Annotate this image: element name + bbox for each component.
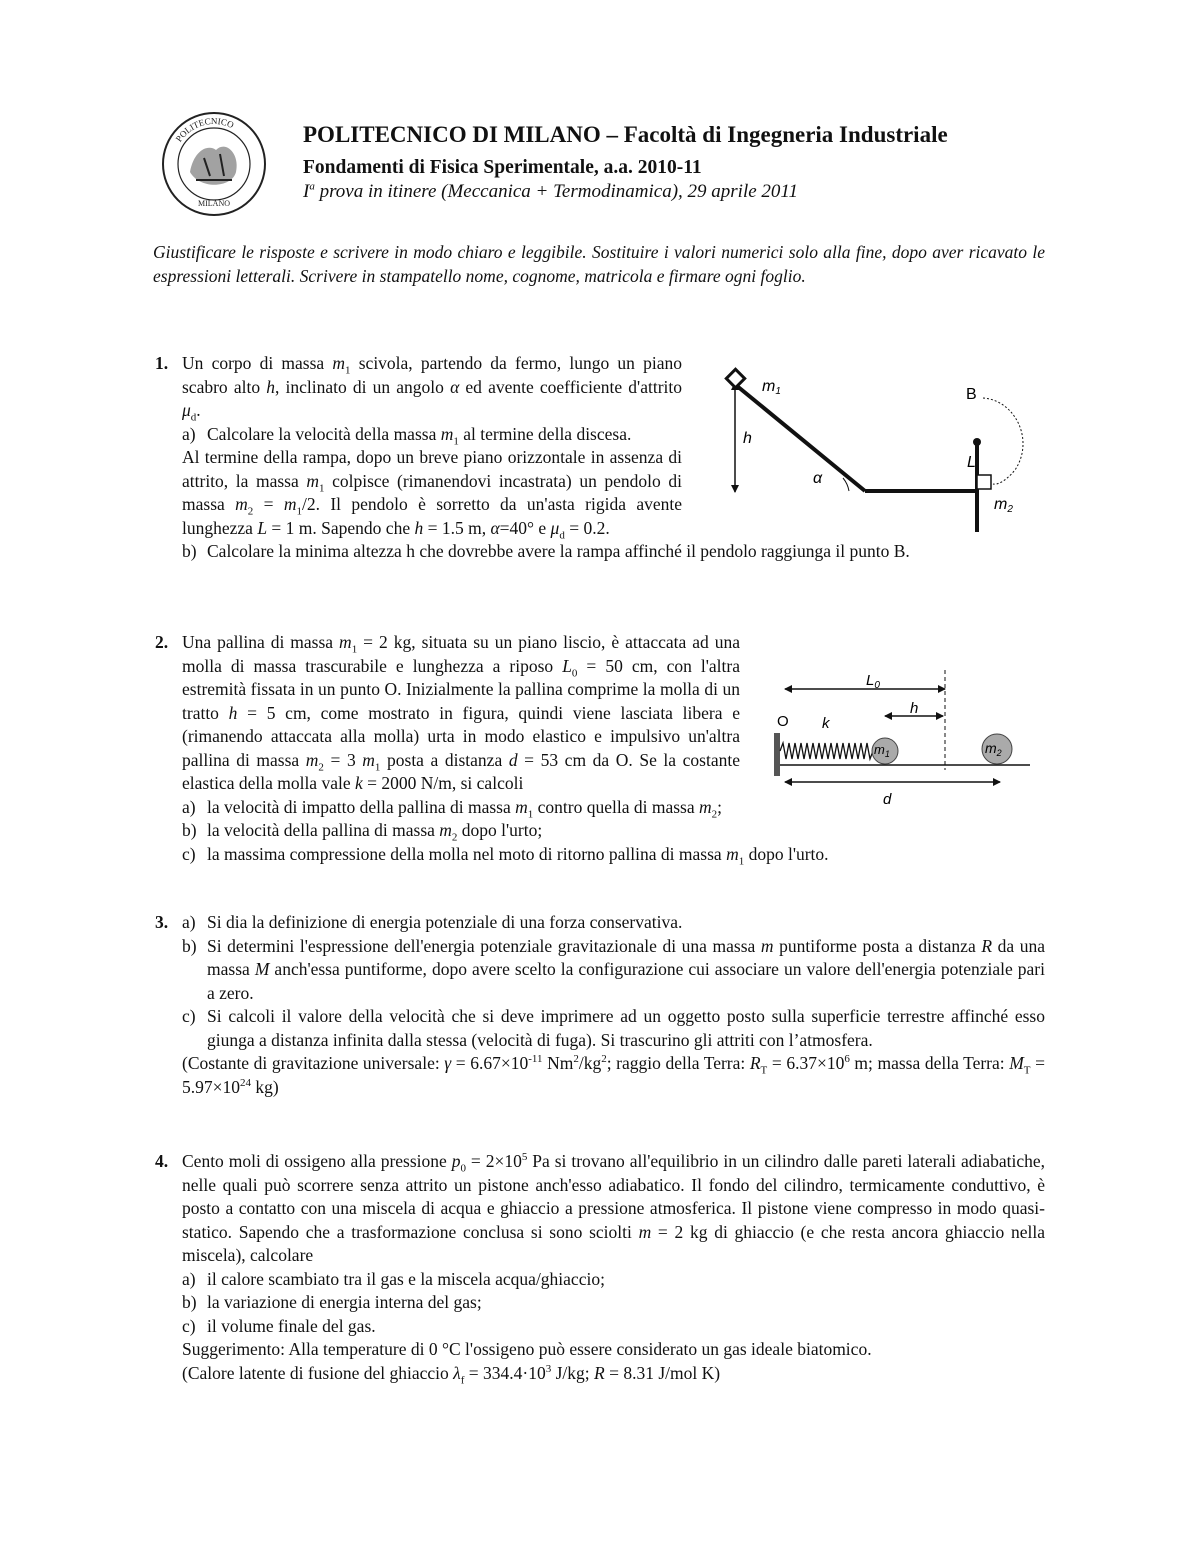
problem-3: 3. a) Si dia la definizione di energia potenziale di una forza conservativa. b) Si determini l'espressione dell'energia potenziale gravitazionale di una massa m puntiforme posta a distanza R da una massa M anch'essa puntiforme, dopo avere scelto la configurazione cui associare un valore dell'energia potenziale pari a zero. c) Si calcoli il valore della velocità che si deve imprimere ad un oggetto posto sulla superficie terrestre affinché esso giunga a distanza infinita dalla stessa (velocità di fuga). Si trascurino gli attriti con l’atmosfera. (Costante di gravitazione universale: $\gamma = 6.67\times 10^{-11}$ $Nm^2/kg^2$; raggio della Terra: $R_T = 6.37\times 10^6$ m; massa della Terra: $M_T = 5.97\times 10^{24}$ kg) (155, 912, 1045, 1097)
problem-number: 1. (155, 353, 169, 373)
course-title: Fondamenti di Fisica Sperimentale, a.a. 2010-11 (303, 157, 702, 178)
label-h: h (910, 700, 919, 717)
label-m1: m1 (762, 378, 781, 397)
label-k: k (822, 715, 830, 732)
label-O: O (777, 713, 789, 730)
trajectory-arc (983, 398, 1023, 484)
label-L0: $L_0$ (866, 672, 880, 691)
ramp (737, 386, 865, 491)
instructions: Giustificare le risposte e scrivere in modo chiaro e leggibile. Sostituire i valori numerici solo alla fine, dopo aver ricavato le espressioni letterali. Scrivere in stampatello nome, cognome, matricola e firmare ogni foglio. (153, 242, 1045, 286)
problem-number: 2. (155, 632, 169, 652)
incline-pendulum-figure (715, 360, 1045, 545)
label-d: d (883, 791, 892, 808)
label-m2: $m_2$ (985, 740, 1002, 758)
page-title: POLITECNICO DI MILANO – Facoltà di Ingegneria Industriale (303, 122, 948, 147)
problem-number: 3. (155, 912, 169, 932)
label-L: L (967, 454, 976, 471)
seal-text-bottom: MILANO (198, 199, 230, 208)
problem-number: 4. (155, 1151, 169, 1171)
label-m1: $m_1$ (874, 742, 890, 759)
seal-text-top: POLITECNICO (173, 115, 236, 144)
pendulum-mass-m2 (977, 475, 991, 489)
exam-subtitle: $I^a$ prova in itinere (Meccanica + Termodinamica), 29 aprile 2011 (303, 180, 798, 202)
label-B: B (966, 386, 977, 403)
label-alpha: α (813, 470, 823, 487)
university-seal-logo (160, 110, 268, 218)
block-m1 (726, 369, 744, 387)
pendulum-pivot (973, 438, 981, 446)
wall-O (774, 733, 780, 776)
problem-4: 4. Cento moli di ossigeno alla pressione $p_0 = 2\times 10^5$ Pa si trovano all'equilibrio in un cilindro dalle pareti laterali adiabatiche, nelle quali può scorrere senza attrito un pistone anch'esso adiabatico. Il fondo del cilindro, termicamente conduttivo, è posto a contatto con una miscela di acqua e ghiaccio a pressione atmosferica. Il pistone viene compresso in modo quasi-statico. Sapendo che a trasformazione conclusa si sono sciolti m = 2 kg di ghiaccio (e che resta ancora ghiaccio nella miscela), calcolare a) il calore scambiato tra il gas e la miscela acqua/ghiaccio; b) la variazione di energia interna del gas; c) il volume finale del gas. Suggerimento: Alla temperature di 0 °C l'ossigeno può essere considerato un gas ideale biatomico. (Calore latente di fusione del ghiaccio $\lambda_f = 334.4\cdot 10^3$ J/kg; R = 8.31 J/mol K) (155, 1151, 1045, 1386)
spring-mass-figure (765, 665, 1040, 810)
problem-1: 1. Un corpo di massa $m_1$ scivola, partendo da fermo, lungo un piano scabro alto h, inclinato di un angolo α ed avente coefficiente d'attrito $\mu_d$. a) Calcolare la velocità della massa $m_1$ al termine della discesa. Al termine della rampa, dopo un breve piano orizzontale in assenza di attrito, la massa $m_1$ colpisce (rimanendovi incastrata) un pendolo di massa $m_2 = m_1/2$. Il pendolo è sorretto da un'asta rigida avente lunghezza L = 1 m. Sapendo che h = 1.5 m, α=40° e $\mu_d = 0.2$. b) Calcolare la minima altezza h che dovrebbe avere la rampa affinché il pendolo raggiunga il punto B. (155, 353, 910, 561)
spring (780, 743, 873, 759)
problem-2: 2. Una pallina di massa $m_1 = 2$ kg, situata su un piano liscio, è attaccata ad una molla di massa trascurabile e lunghezza a riposo $L_0 = 50$ cm, con l'altra estremità fissata in un punto O. Inizialmente la pallina comprime la molla di un tratto h = 5 cm, come mostrato in figura, quindi viene lasciata libera e (rimanendo attaccata alla molla) urta in modo elastico e impulsivo un'altra pallina di massa $m_2 = 3$ $m_1$ posta a distanza d = 53 cm da O. Se la costante elastica della molla vale k = 2000 N/m, si calcoli a) la velocità di impatto della pallina di massa $m_1$ contro quella di massa $m_2$; b) la velocità della pallina di massa $m_2$ dopo l'urto; c) la massima compressione della molla nel moto di ritorno pallina di massa $m_1$ dopo l'urto. (155, 632, 829, 867)
label-h: h (743, 430, 752, 447)
label-m2: m2 (994, 496, 1013, 515)
